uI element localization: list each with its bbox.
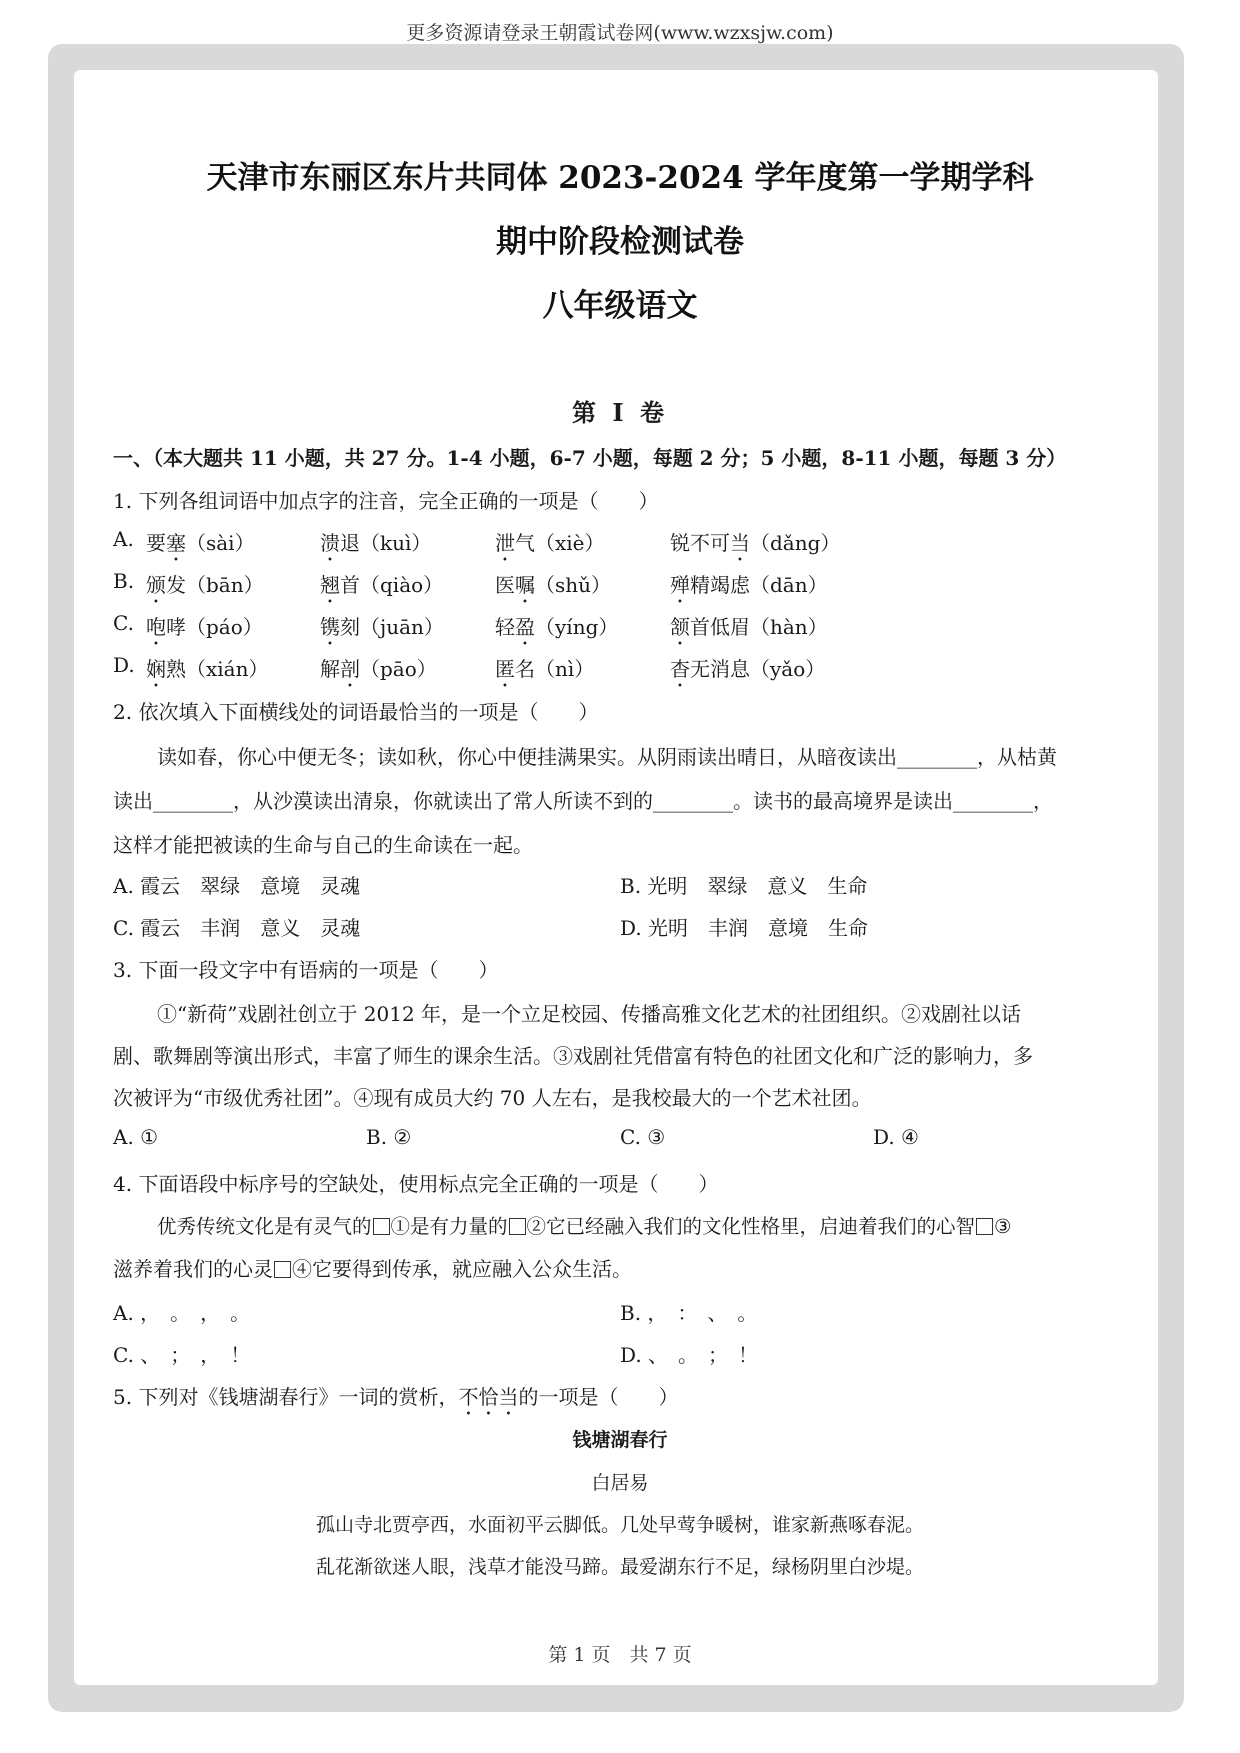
poem-line-1: 孤山寺北贾亭西，水面初平云脚低。几处早莺争暖树，谁家新燕啄春泥。 xyxy=(315,1514,924,1536)
q1-d-label: D. xyxy=(113,653,135,677)
q3-passage-line3: 次被评为“市级优秀社团”。④现有成员大约 70 人左右，是我校最大的一个艺术社团。 xyxy=(113,1086,872,1110)
q1-d-word1: 娴熟（xián） xyxy=(146,657,269,681)
q4-stem: 4. 下面语段中标序号的空缺处，使用标点完全正确的一项是（ ） xyxy=(113,1172,719,1196)
q3-option-a: A. ① xyxy=(113,1125,159,1149)
q1-d-word3: 匿名（nì） xyxy=(495,657,595,681)
q1-b-word4: 殚精竭虑（dān） xyxy=(670,573,828,597)
q1-d-word2: 解剖（pāo） xyxy=(320,657,437,681)
q3-option-c: C. ③ xyxy=(620,1125,666,1149)
q2-option-a: A. 霞云 翠绿 意境 灵魂 xyxy=(113,874,361,898)
q1-a-word3: 泄气（xiè） xyxy=(495,531,605,555)
part1-heading: 一、（本大题共 11 小题，共 27 分。1-4 小题，6-7 小题，每题 2 分；5 小题，8-11 小题，每题 3 分） xyxy=(113,446,1067,470)
q5-stem: 5. 下列对《钱塘湖春行》一词的赏析，不恰当的一项是（ ） xyxy=(113,1385,679,1409)
poem-author: 白居易 xyxy=(591,1472,649,1494)
q1-c-word2: 镌刻（juān） xyxy=(320,615,444,639)
q1-b-word2: 翘首（qiào） xyxy=(320,573,444,597)
q2-stem: 2. 依次填入下面横线处的词语最恰当的一项是（ ） xyxy=(113,700,599,724)
blank-box xyxy=(373,1218,390,1235)
q1-b-word1: 颁发（bān） xyxy=(146,573,264,597)
q1-c-label: C. xyxy=(113,611,134,635)
q3-passage-line1: ①“新荷”戏剧社创立于 2012 年，是一个立足校园、传播高雅文化艺术的社团组织。②戏剧社以话 xyxy=(157,1002,1022,1026)
blank-box xyxy=(274,1261,291,1278)
q2-passage-line1: 读如春，你心中便无冬；读如秋，你心中便挂满果实。从阴雨读出晴日，从暗夜读出________，从枯黄 xyxy=(157,745,1057,769)
site-header[interactable]: 更多资源请登录王朝霞试卷网(www.wzxsjw.com) xyxy=(406,22,834,44)
q2-option-d: D. 光明 丰润 意境 生命 xyxy=(620,916,869,940)
poem-title: 钱塘湖春行 xyxy=(572,1429,668,1451)
q1-b-label: B. xyxy=(113,569,135,593)
q1-a-word1: 要塞（sài） xyxy=(146,531,255,555)
q2-option-c: C. 霞云 丰润 意义 灵魂 xyxy=(113,916,361,940)
q1-c-word1: 咆哮（páo） xyxy=(146,615,263,639)
q4-passage-line2: 滋养着我们的心灵 ④它要得到传承，就应融入公众生活。 xyxy=(113,1257,632,1281)
q1-c-word3: 轻盈（yíng） xyxy=(495,615,619,639)
volume-heading: 第 I 卷 xyxy=(572,398,668,427)
q1-d-word4: 杳无消息（yǎo） xyxy=(670,657,826,681)
q4-option-c: C. 、 ； ， ！ xyxy=(113,1343,251,1367)
q1-a-word2: 溃退（kuì） xyxy=(320,531,432,555)
exam-title-line2: 期中阶段检测试卷 xyxy=(496,224,744,260)
q3-passage-line2: 剧、歌舞剧等演出形式，丰富了师生的课余生活。③戏剧社凭借富有特色的社团文化和广泛的影响力，多 xyxy=(113,1044,1033,1068)
exam-title-line1: 天津市东丽区东片共同体 2023-2024 学年度第一学期学科 xyxy=(206,160,1034,196)
q4-option-b: B. ， ： 、 。 xyxy=(620,1301,758,1325)
q1-c-word4: 颔首低眉（hàn） xyxy=(670,615,828,639)
q4-passage-line1: 优秀传统文化是有灵气的 ①是有力量的 ②它已经融入我们的文化性格里，启迪着我们的心智 ③ xyxy=(157,1215,1012,1238)
q2-passage-line3: 这样才能把被读的生命与自己的生命读在一起。 xyxy=(113,833,533,857)
q1-a-word4: 锐不可当（dǎng） xyxy=(670,531,841,555)
q3-option-b: B. ② xyxy=(366,1125,412,1149)
q1-a-label: A. xyxy=(113,527,134,551)
poem-line-2: 乱花渐欲迷人眼，浅草才能没马蹄。最爱湖东行不足，绿杨阴里白沙堤。 xyxy=(315,1556,924,1578)
exam-title-line3: 八年级语文 xyxy=(542,288,698,324)
blank-box xyxy=(976,1218,993,1235)
q1-b-word3: 医嘱（shǔ） xyxy=(495,573,612,597)
q3-option-d: D. ④ xyxy=(873,1125,919,1149)
q2-passage-line2: 读出________，从沙漠读出清泉，你就读出了常人所读不到的________。读书的最高境界是读出________， xyxy=(113,789,1053,813)
blank-box xyxy=(509,1218,526,1235)
q4-option-d: D. 、 。 ； ！ xyxy=(620,1343,759,1367)
q3-stem: 3. 下面一段文字中有语病的一项是（ ） xyxy=(113,958,499,982)
q2-option-b: B. 光明 翠绿 意义 生命 xyxy=(620,874,868,898)
page-footer: 第 1 页 共 7 页 xyxy=(548,1644,692,1666)
q4-option-a: A. ， 。 ， 。 xyxy=(113,1301,251,1325)
q1-stem: 1. 下列各组词语中加点字的注音，完全正确的一项是（ ） xyxy=(113,489,659,513)
